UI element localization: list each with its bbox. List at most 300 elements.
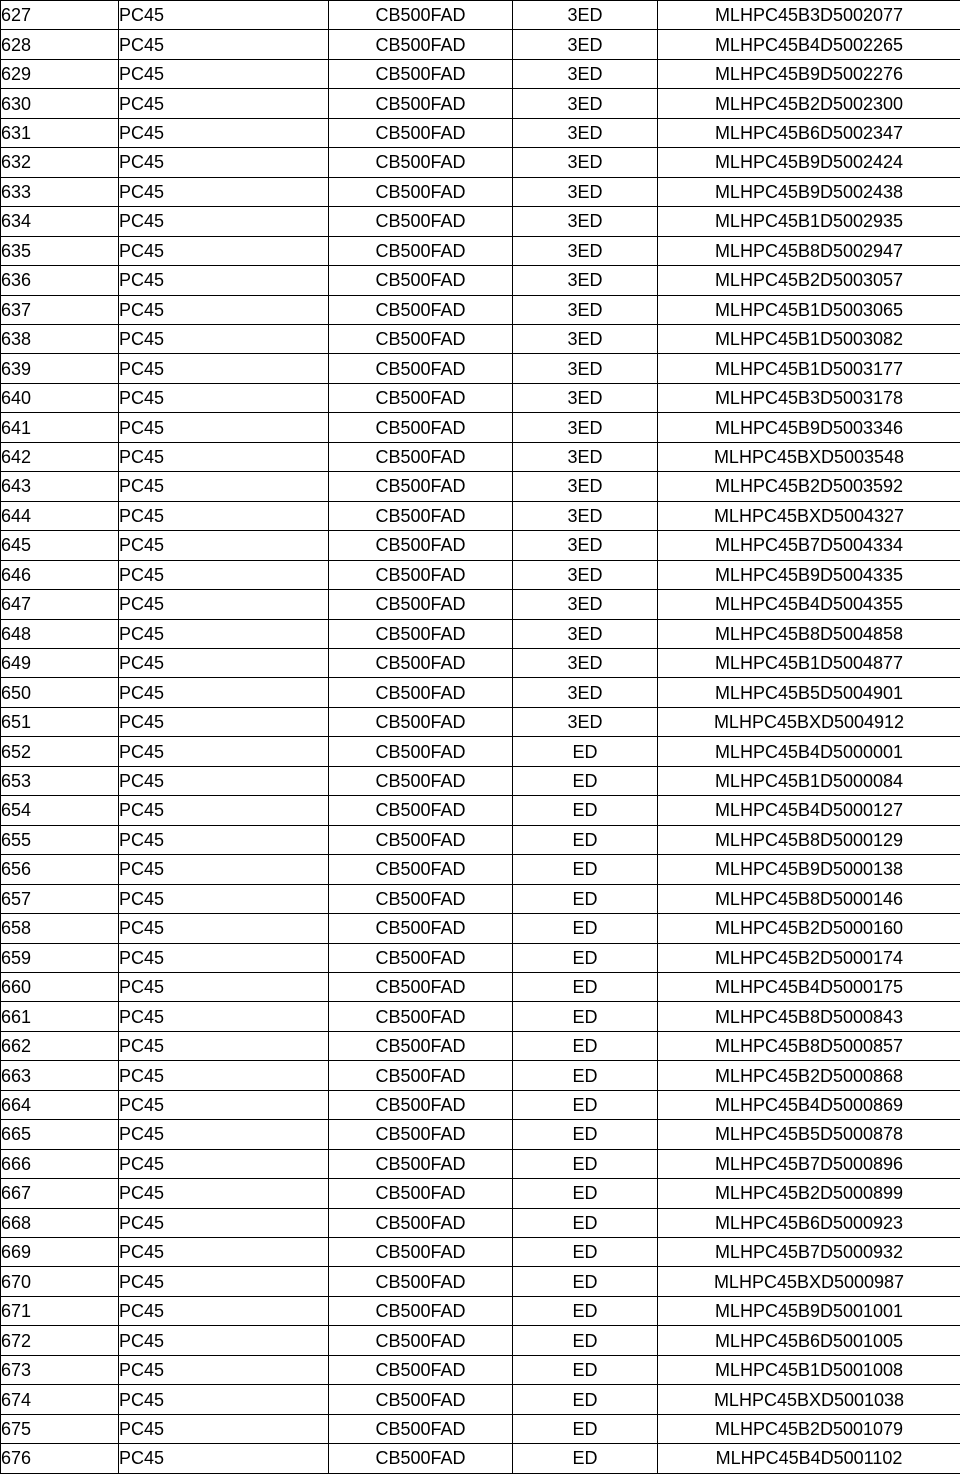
vin-cell: MLHPC45B4D5002265 xyxy=(658,30,960,59)
table-row xyxy=(1,354,960,383)
type-code-cell: CB500FAD xyxy=(329,825,513,854)
version-cell: 3ED xyxy=(513,413,658,442)
row-number-cell: 671 xyxy=(1,1296,119,1325)
row-number-cell: 669 xyxy=(1,1238,119,1267)
table-row xyxy=(1,619,960,648)
version-cell: ED xyxy=(513,1090,658,1119)
table-row xyxy=(1,1238,960,1267)
model-cell: PC45 xyxy=(119,501,329,530)
vin-cell: MLHPC45B4D5001102 xyxy=(658,1444,960,1473)
type-code-cell: CB500FAD xyxy=(329,1002,513,1031)
row-number-cell: 656 xyxy=(1,855,119,884)
type-code-cell: CB500FAD xyxy=(329,1326,513,1355)
model-cell: PC45 xyxy=(119,1149,329,1178)
type-code-cell: CB500FAD xyxy=(329,295,513,324)
type-code-cell: CB500FAD xyxy=(329,1,513,30)
model-cell: PC45 xyxy=(119,648,329,677)
table-row xyxy=(1,1120,960,1149)
row-number-cell: 650 xyxy=(1,678,119,707)
model-cell: PC45 xyxy=(119,1061,329,1090)
version-cell: ED xyxy=(513,796,658,825)
model-cell: PC45 xyxy=(119,766,329,795)
table-row xyxy=(1,766,960,795)
row-number-cell: 664 xyxy=(1,1090,119,1119)
model-cell: PC45 xyxy=(119,1208,329,1237)
model-cell: PC45 xyxy=(119,707,329,736)
vin-cell: MLHPC45B4D5000001 xyxy=(658,737,960,766)
row-number-cell: 632 xyxy=(1,148,119,177)
model-cell: PC45 xyxy=(119,796,329,825)
type-code-cell: CB500FAD xyxy=(329,118,513,147)
version-cell: 3ED xyxy=(513,118,658,147)
model-cell: PC45 xyxy=(119,207,329,236)
type-code-cell: CB500FAD xyxy=(329,266,513,295)
model-cell: PC45 xyxy=(119,1267,329,1296)
version-cell: 3ED xyxy=(513,707,658,736)
type-code-cell: CB500FAD xyxy=(329,236,513,265)
table-row xyxy=(1,59,960,88)
type-code-cell: CB500FAD xyxy=(329,1296,513,1325)
type-code-cell: CB500FAD xyxy=(329,1355,513,1384)
vin-cell: MLHPC45B4D5000869 xyxy=(658,1090,960,1119)
type-code-cell: CB500FAD xyxy=(329,1149,513,1178)
table-row xyxy=(1,148,960,177)
table-row xyxy=(1,1414,960,1443)
table-row xyxy=(1,825,960,854)
type-code-cell: CB500FAD xyxy=(329,442,513,471)
version-cell: 3ED xyxy=(513,472,658,501)
table-row xyxy=(1,1090,960,1119)
version-cell: ED xyxy=(513,1208,658,1237)
row-number-cell: 636 xyxy=(1,266,119,295)
type-code-cell: CB500FAD xyxy=(329,413,513,442)
model-cell: PC45 xyxy=(119,825,329,854)
table-row xyxy=(1,796,960,825)
vin-cell: MLHPC45B1D5003177 xyxy=(658,354,960,383)
model-cell: PC45 xyxy=(119,855,329,884)
type-code-cell: CB500FAD xyxy=(329,648,513,677)
model-cell: PC45 xyxy=(119,1414,329,1443)
table-row xyxy=(1,324,960,353)
row-number-cell: 665 xyxy=(1,1120,119,1149)
row-number-cell: 666 xyxy=(1,1149,119,1178)
type-code-cell: CB500FAD xyxy=(329,766,513,795)
type-code-cell: CB500FAD xyxy=(329,619,513,648)
vin-cell: MLHPC45B1D5002935 xyxy=(658,207,960,236)
vin-cell: MLHPC45B8D5000857 xyxy=(658,1031,960,1060)
row-number-cell: 651 xyxy=(1,707,119,736)
version-cell: 3ED xyxy=(513,295,658,324)
type-code-cell: CB500FAD xyxy=(329,1061,513,1090)
type-code-cell: CB500FAD xyxy=(329,148,513,177)
row-number-cell: 654 xyxy=(1,796,119,825)
table-row xyxy=(1,413,960,442)
vin-cell: MLHPC45BXD5004327 xyxy=(658,501,960,530)
version-cell: 3ED xyxy=(513,89,658,118)
model-cell: PC45 xyxy=(119,472,329,501)
table-row xyxy=(1,972,960,1001)
type-code-cell: CB500FAD xyxy=(329,89,513,118)
table-row xyxy=(1,678,960,707)
vin-cell: MLHPC45B1D5003082 xyxy=(658,324,960,353)
vin-cell: MLHPC45B6D5001005 xyxy=(658,1326,960,1355)
model-cell: PC45 xyxy=(119,59,329,88)
version-cell: ED xyxy=(513,1444,658,1473)
version-cell: 3ED xyxy=(513,354,658,383)
table-row xyxy=(1,648,960,677)
version-cell: ED xyxy=(513,855,658,884)
model-cell: PC45 xyxy=(119,943,329,972)
table-row xyxy=(1,1444,960,1473)
type-code-cell: CB500FAD xyxy=(329,59,513,88)
row-number-cell: 675 xyxy=(1,1414,119,1443)
row-number-cell: 628 xyxy=(1,30,119,59)
row-number-cell: 658 xyxy=(1,914,119,943)
model-cell: PC45 xyxy=(119,884,329,913)
version-cell: ED xyxy=(513,1326,658,1355)
type-code-cell: CB500FAD xyxy=(329,560,513,589)
table-row xyxy=(1,383,960,412)
vin-cell: MLHPC45B1D5004877 xyxy=(658,648,960,677)
vin-cell: MLHPC45BXD5001038 xyxy=(658,1385,960,1414)
row-number-cell: 630 xyxy=(1,89,119,118)
vin-cell: MLHPC45B3D5003178 xyxy=(658,383,960,412)
vin-cell: MLHPC45BXD5000987 xyxy=(658,1267,960,1296)
vin-cell: MLHPC45B8D5000146 xyxy=(658,884,960,913)
table-row xyxy=(1,943,960,972)
version-cell: 3ED xyxy=(513,590,658,619)
vin-cell: MLHPC45B9D5002276 xyxy=(658,59,960,88)
model-cell: PC45 xyxy=(119,236,329,265)
version-cell: 3ED xyxy=(513,678,658,707)
vin-cell: MLHPC45B6D5002347 xyxy=(658,118,960,147)
vin-cell: MLHPC45BXD5004912 xyxy=(658,707,960,736)
row-number-cell: 668 xyxy=(1,1208,119,1237)
type-code-cell: CB500FAD xyxy=(329,324,513,353)
vin-cell: MLHPC45B2D5000174 xyxy=(658,943,960,972)
model-cell: PC45 xyxy=(119,1,329,30)
version-cell: ED xyxy=(513,1031,658,1060)
vin-cell: MLHPC45B8D5004858 xyxy=(658,619,960,648)
version-cell: ED xyxy=(513,1002,658,1031)
row-number-cell: 645 xyxy=(1,531,119,560)
row-number-cell: 652 xyxy=(1,737,119,766)
row-number-cell: 676 xyxy=(1,1444,119,1473)
model-cell: PC45 xyxy=(119,619,329,648)
row-number-cell: 670 xyxy=(1,1267,119,1296)
version-cell: ED xyxy=(513,1179,658,1208)
table-body xyxy=(1,1,960,1474)
table-row xyxy=(1,914,960,943)
type-code-cell: CB500FAD xyxy=(329,590,513,619)
table-row xyxy=(1,1061,960,1090)
type-code-cell: CB500FAD xyxy=(329,1090,513,1119)
version-cell: ED xyxy=(513,737,658,766)
model-cell: PC45 xyxy=(119,89,329,118)
vin-cell: MLHPC45B9D5001001 xyxy=(658,1296,960,1325)
type-code-cell: CB500FAD xyxy=(329,855,513,884)
version-cell: 3ED xyxy=(513,442,658,471)
table-row xyxy=(1,207,960,236)
type-code-cell: CB500FAD xyxy=(329,1031,513,1060)
table-row xyxy=(1,531,960,560)
version-cell: 3ED xyxy=(513,266,658,295)
row-number-cell: 655 xyxy=(1,825,119,854)
type-code-cell: CB500FAD xyxy=(329,796,513,825)
row-number-cell: 660 xyxy=(1,972,119,1001)
version-cell: ED xyxy=(513,1267,658,1296)
version-cell: ED xyxy=(513,972,658,1001)
model-cell: PC45 xyxy=(119,531,329,560)
row-number-cell: 653 xyxy=(1,766,119,795)
row-number-cell: 641 xyxy=(1,413,119,442)
table-row xyxy=(1,1031,960,1060)
vin-cell: MLHPC45B5D5000878 xyxy=(658,1120,960,1149)
vin-cell: MLHPC45B9D5004335 xyxy=(658,560,960,589)
model-cell: PC45 xyxy=(119,590,329,619)
model-cell: PC45 xyxy=(119,560,329,589)
version-cell: 3ED xyxy=(513,501,658,530)
table-row xyxy=(1,560,960,589)
version-cell: ED xyxy=(513,1414,658,1443)
type-code-cell: CB500FAD xyxy=(329,1444,513,1473)
table-row xyxy=(1,1355,960,1384)
version-cell: ED xyxy=(513,1385,658,1414)
type-code-cell: CB500FAD xyxy=(329,914,513,943)
vin-cell: MLHPC45B8D5002947 xyxy=(658,236,960,265)
vin-cell: MLHPC45B2D5001079 xyxy=(658,1414,960,1443)
row-number-cell: 634 xyxy=(1,207,119,236)
vin-cell: MLHPC45B7D5000896 xyxy=(658,1149,960,1178)
model-cell: PC45 xyxy=(119,354,329,383)
model-cell: PC45 xyxy=(119,295,329,324)
vin-cell: MLHPC45B9D5000138 xyxy=(658,855,960,884)
table-row xyxy=(1,1296,960,1325)
vin-cell: MLHPC45B6D5000923 xyxy=(658,1208,960,1237)
type-code-cell: CB500FAD xyxy=(329,943,513,972)
table-row xyxy=(1,707,960,736)
model-cell: PC45 xyxy=(119,1090,329,1119)
vin-cell: MLHPC45B7D5004334 xyxy=(658,531,960,560)
table-row xyxy=(1,737,960,766)
version-cell: ED xyxy=(513,1120,658,1149)
row-number-cell: 647 xyxy=(1,590,119,619)
table-row xyxy=(1,1326,960,1355)
table-row xyxy=(1,501,960,530)
row-number-cell: 672 xyxy=(1,1326,119,1355)
row-number-cell: 633 xyxy=(1,177,119,206)
type-code-cell: CB500FAD xyxy=(329,1414,513,1443)
type-code-cell: CB500FAD xyxy=(329,354,513,383)
version-cell: 3ED xyxy=(513,30,658,59)
model-cell: PC45 xyxy=(119,1355,329,1384)
version-cell: 3ED xyxy=(513,383,658,412)
vin-cell: MLHPC45B9D5002438 xyxy=(658,177,960,206)
table-row xyxy=(1,89,960,118)
version-cell: ED xyxy=(513,766,658,795)
type-code-cell: CB500FAD xyxy=(329,531,513,560)
row-number-cell: 640 xyxy=(1,383,119,412)
row-number-cell: 646 xyxy=(1,560,119,589)
version-cell: 3ED xyxy=(513,59,658,88)
model-cell: PC45 xyxy=(119,383,329,412)
table-row xyxy=(1,855,960,884)
version-cell: 3ED xyxy=(513,207,658,236)
row-number-cell: 643 xyxy=(1,472,119,501)
table-row xyxy=(1,1149,960,1178)
model-cell: PC45 xyxy=(119,30,329,59)
row-number-cell: 642 xyxy=(1,442,119,471)
type-code-cell: CB500FAD xyxy=(329,1179,513,1208)
vin-cell: MLHPC45B2D5002300 xyxy=(658,89,960,118)
table-row xyxy=(1,472,960,501)
row-number-cell: 659 xyxy=(1,943,119,972)
vin-cell: MLHPC45B7D5000932 xyxy=(658,1238,960,1267)
row-number-cell: 648 xyxy=(1,619,119,648)
version-cell: 3ED xyxy=(513,236,658,265)
vin-cell: MLHPC45B1D5000084 xyxy=(658,766,960,795)
row-number-cell: 631 xyxy=(1,118,119,147)
type-code-cell: CB500FAD xyxy=(329,737,513,766)
table-row xyxy=(1,1002,960,1031)
table-row xyxy=(1,118,960,147)
table-row xyxy=(1,1208,960,1237)
version-cell: 3ED xyxy=(513,324,658,353)
row-number-cell: 674 xyxy=(1,1385,119,1414)
vin-cell: MLHPC45B2D5000868 xyxy=(658,1061,960,1090)
table-row xyxy=(1,236,960,265)
table-row xyxy=(1,590,960,619)
model-cell: PC45 xyxy=(119,1444,329,1473)
type-code-cell: CB500FAD xyxy=(329,383,513,412)
model-cell: PC45 xyxy=(119,737,329,766)
row-number-cell: 629 xyxy=(1,59,119,88)
model-cell: PC45 xyxy=(119,1385,329,1414)
version-cell: ED xyxy=(513,1296,658,1325)
type-code-cell: CB500FAD xyxy=(329,884,513,913)
model-cell: PC45 xyxy=(119,1296,329,1325)
table-row xyxy=(1,884,960,913)
vin-cell: MLHPC45B2D5003057 xyxy=(658,266,960,295)
table-row xyxy=(1,1179,960,1208)
vin-cell: MLHPC45B8D5000843 xyxy=(658,1002,960,1031)
model-cell: PC45 xyxy=(119,1326,329,1355)
model-cell: PC45 xyxy=(119,1238,329,1267)
row-number-cell: 661 xyxy=(1,1002,119,1031)
vin-cell: MLHPC45B8D5000129 xyxy=(658,825,960,854)
row-number-cell: 644 xyxy=(1,501,119,530)
model-cell: PC45 xyxy=(119,972,329,1001)
vin-cell: MLHPC45B5D5004901 xyxy=(658,678,960,707)
version-cell: ED xyxy=(513,1238,658,1267)
version-cell: 3ED xyxy=(513,531,658,560)
row-number-cell: 649 xyxy=(1,648,119,677)
vin-cell: MLHPC45B3D5002077 xyxy=(658,1,960,30)
model-cell: PC45 xyxy=(119,118,329,147)
vin-cell: MLHPC45B2D5003592 xyxy=(658,472,960,501)
vin-cell: MLHPC45B2D5000899 xyxy=(658,1179,960,1208)
version-cell: ED xyxy=(513,914,658,943)
vin-cell: MLHPC45B2D5000160 xyxy=(658,914,960,943)
type-code-cell: CB500FAD xyxy=(329,678,513,707)
vin-cell: MLHPC45B1D5003065 xyxy=(658,295,960,324)
version-cell: 3ED xyxy=(513,148,658,177)
vin-cell: MLHPC45B9D5002424 xyxy=(658,148,960,177)
row-number-cell: 673 xyxy=(1,1355,119,1384)
model-cell: PC45 xyxy=(119,148,329,177)
row-number-cell: 637 xyxy=(1,295,119,324)
type-code-cell: CB500FAD xyxy=(329,30,513,59)
model-cell: PC45 xyxy=(119,1179,329,1208)
row-number-cell: 627 xyxy=(1,1,119,30)
table-row xyxy=(1,1267,960,1296)
version-cell: 3ED xyxy=(513,1,658,30)
table-row xyxy=(1,295,960,324)
model-cell: PC45 xyxy=(119,442,329,471)
vin-cell: MLHPC45BXD5003548 xyxy=(658,442,960,471)
row-number-cell: 635 xyxy=(1,236,119,265)
type-code-cell: CB500FAD xyxy=(329,972,513,1001)
row-number-cell: 662 xyxy=(1,1031,119,1060)
row-number-cell: 638 xyxy=(1,324,119,353)
vin-cell: MLHPC45B1D5001008 xyxy=(658,1355,960,1384)
table-row xyxy=(1,266,960,295)
type-code-cell: CB500FAD xyxy=(329,207,513,236)
type-code-cell: CB500FAD xyxy=(329,1238,513,1267)
vin-cell: MLHPC45B4D5000127 xyxy=(658,796,960,825)
vin-cell: MLHPC45B4D5000175 xyxy=(658,972,960,1001)
model-cell: PC45 xyxy=(119,678,329,707)
row-number-cell: 663 xyxy=(1,1061,119,1090)
row-number-cell: 667 xyxy=(1,1179,119,1208)
table-row xyxy=(1,442,960,471)
model-cell: PC45 xyxy=(119,177,329,206)
type-code-cell: CB500FAD xyxy=(329,177,513,206)
model-cell: PC45 xyxy=(119,1120,329,1149)
version-cell: ED xyxy=(513,1061,658,1090)
type-code-cell: CB500FAD xyxy=(329,501,513,530)
vin-cell: MLHPC45B9D5003346 xyxy=(658,413,960,442)
type-code-cell: CB500FAD xyxy=(329,707,513,736)
version-cell: ED xyxy=(513,884,658,913)
vin-cell: MLHPC45B4D5004355 xyxy=(658,590,960,619)
version-cell: 3ED xyxy=(513,560,658,589)
version-cell: ED xyxy=(513,825,658,854)
model-cell: PC45 xyxy=(119,1002,329,1031)
version-cell: ED xyxy=(513,943,658,972)
model-cell: PC45 xyxy=(119,324,329,353)
version-cell: ED xyxy=(513,1149,658,1178)
model-cell: PC45 xyxy=(119,413,329,442)
version-cell: ED xyxy=(513,1355,658,1384)
table-row xyxy=(1,1385,960,1414)
type-code-cell: CB500FAD xyxy=(329,1208,513,1237)
model-cell: PC45 xyxy=(119,266,329,295)
type-code-cell: CB500FAD xyxy=(329,1120,513,1149)
row-number-cell: 657 xyxy=(1,884,119,913)
type-code-cell: CB500FAD xyxy=(329,1267,513,1296)
table-row xyxy=(1,1,960,30)
version-cell: 3ED xyxy=(513,648,658,677)
type-code-cell: CB500FAD xyxy=(329,472,513,501)
table-row xyxy=(1,30,960,59)
type-code-cell: CB500FAD xyxy=(329,1385,513,1414)
version-cell: 3ED xyxy=(513,619,658,648)
row-number-cell: 639 xyxy=(1,354,119,383)
version-cell: 3ED xyxy=(513,177,658,206)
model-cell: PC45 xyxy=(119,1031,329,1060)
table-row xyxy=(1,177,960,206)
